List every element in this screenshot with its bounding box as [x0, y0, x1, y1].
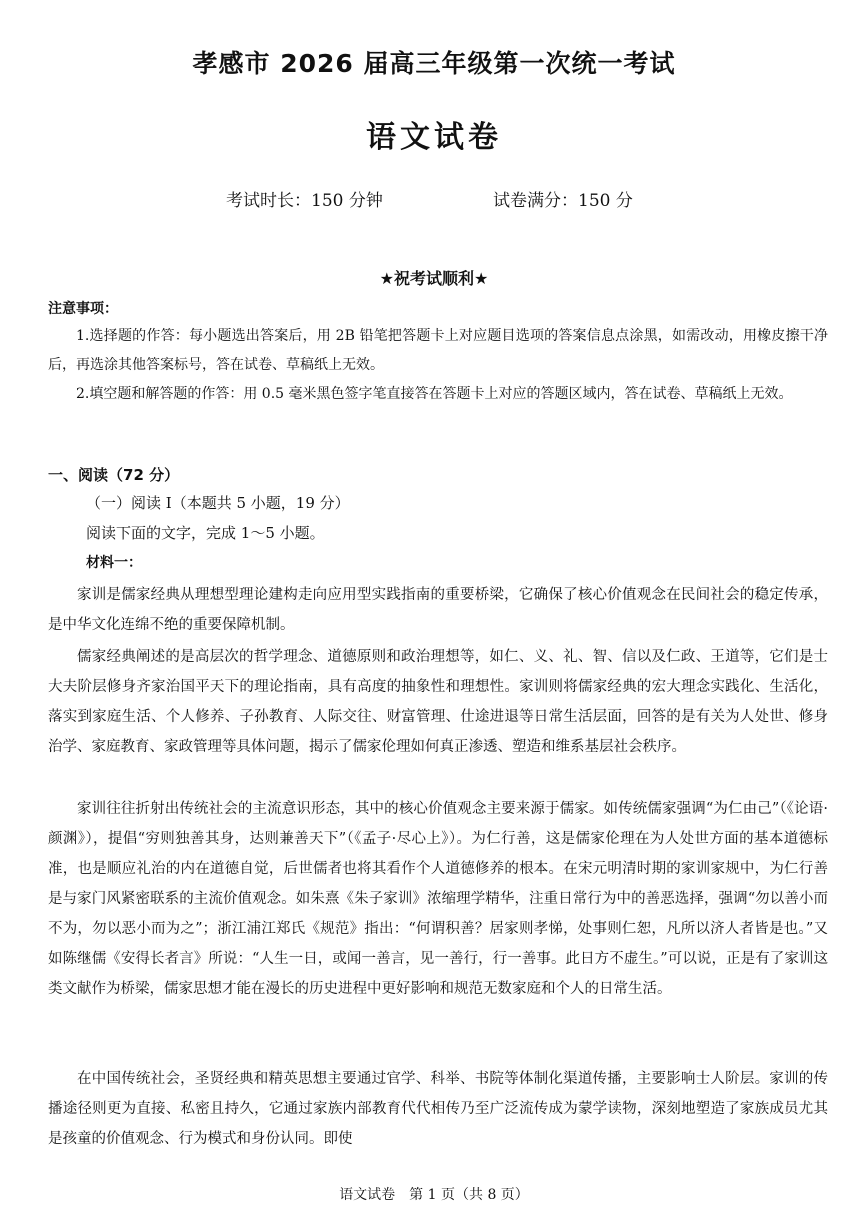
page-footer: 语文试卷 第 1 页（共 8 页）	[339, 1187, 529, 1203]
notice-item-1: 1.选择题的作答：每小题选出答案后，用 2B 铅笔把答题卡上对应题目选项的答案信息点涂黑，如需改动，用橡皮擦干净后，再选涂其他答案标号，答在试卷、草稿纸上无效。	[48, 328, 828, 373]
exam-full-score: 试卷满分：150 分	[493, 191, 633, 211]
exam-title: 孝感市 2026 届高三年级第一次统一考试	[192, 49, 676, 78]
notice-title: 注意事项：	[48, 301, 118, 317]
paragraph-1: 家训是儒家经典从理想型理论建构走向应用型实践指南的重要桥梁，它确保了核心价值观念在民间社会的稳定传承，是中华文化连绵不绝的重要保障机制。	[48, 587, 828, 633]
exam-duration: 考试时长：150 分钟	[226, 191, 383, 211]
section-title: 一、阅读（72 分）	[48, 466, 180, 484]
exam-wish: ★祝考试顺利★	[379, 269, 489, 288]
exam-subject: 语文试卷	[366, 120, 502, 155]
paragraph-3: 家训往往折射出传统社会的主流意识形态，其中的核心价值观念主要来源于儒家。如传统儒家强调“为仁由己”（《论语·颜渊》），提倡“穷则独善其身，达则兼善天下”（《孟子·尽心上》）。为仁行善，这是儒家伦理在为人处世方面的基本道德标准，也是顺应礼治的内在道德自觉，后世儒者也将其看作个人道德修养的根本。在宋元明清时期的家训家规中，为仁行善是与家门风紧密联系的主流价值观念。如朱熹《朱子家训》浓缩理学精华，注重日常行为中的善恶选择，强调“勿以善小而不为，勿以恶小而为之”；浙江浦江郑氏《规范》指出：“何谓积善？居家则孝悌，处事则仁恕，凡所以济人者皆是也。”又如陈继儒《安得长者言》所说：“人生一日，或闻一善言，见一善行，行一善事。此日方不虚生。”可以说，正是有了家训这类文献作为桥梁，儒家思想才能在漫长的历史进程中更好影响和规范无数家庭和个人的日常生活。	[48, 801, 828, 997]
paragraph-4: 在中国传统社会，圣贤经典和精英思想主要通过官学、科举、书院等体制化渠道传播，主要影响士人阶层。家训的传播途径则更为直接、私密且持久，它通过家族内部教育代代相传乃至广泛流传成为蒙学读物，深刻地塑造了家族成员尤其是孩童的价值观念、行为模式和身份认同。即使	[48, 1071, 828, 1147]
instruction-text: 阅读下面的文字，完成 1～5 小题。	[86, 524, 325, 542]
subsection-title: （一）阅读 Ⅰ（本题共 5 小题，19 分）	[86, 494, 350, 512]
paragraph-2: 儒家经典阐述的是高层次的哲学理念、道德原则和政治理想等，如仁、义、礼、智、信以及仁政、王道等，它们是士大夫阶层修身齐家治国平天下的理论指南，具有高度的抽象性和理想性。家训则将儒家经典的宏大理念实践化、生活化，落实到家庭生活、个人修养、子孙教育、人际交往、财富管理、仕途进退等日常生活层面，回答的是有关为人处世、修身治学、家庭教育、家政管理等具体问题，揭示了儒家伦理如何真正渗透、塑造和维系基层社会秩序。	[48, 649, 828, 755]
material-label: 材料一：	[86, 555, 142, 571]
notice-item-2: 2.填空题和解答题的作答：用 0.5 毫米黑色签字笔直接答在答题卡上对应的答题区域内，答在试卷、草稿纸上无效。	[76, 386, 793, 402]
